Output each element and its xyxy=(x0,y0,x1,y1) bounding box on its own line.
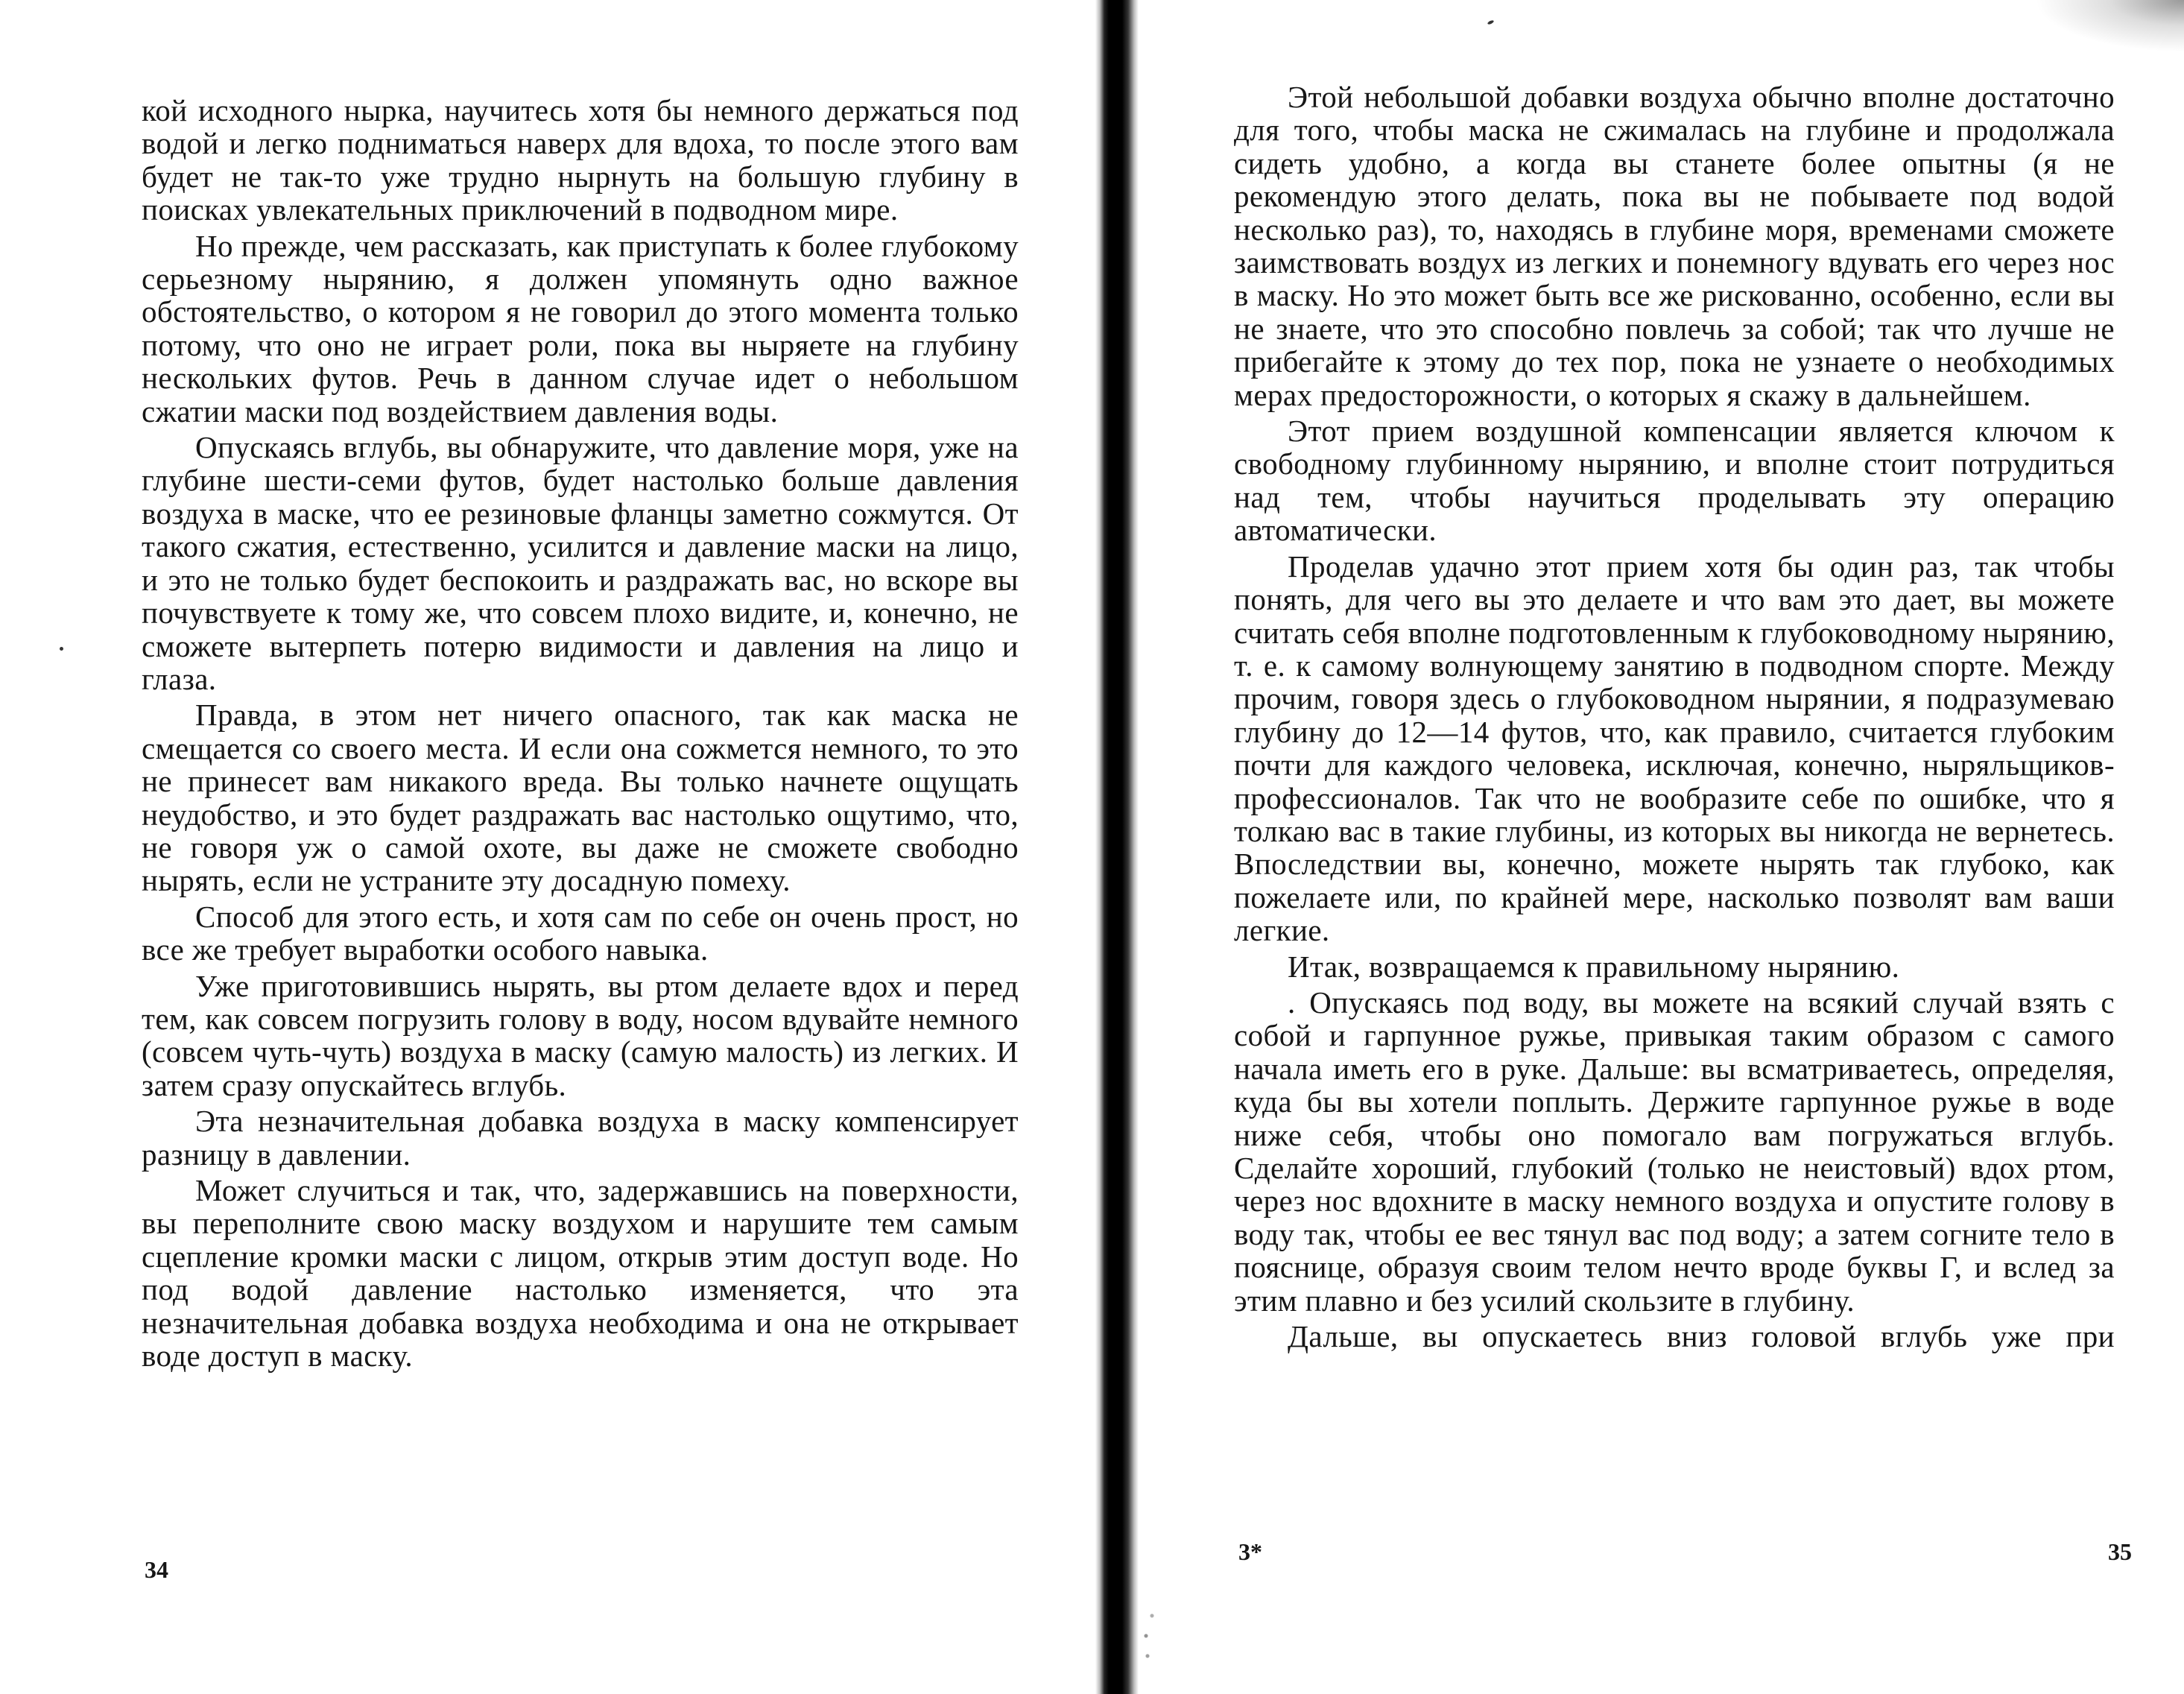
signature-mark: 3* xyxy=(1238,1538,1262,1565)
scan-speck xyxy=(60,647,63,651)
paragraph: Но прежде, чем рассказать, как приступать к более глубокому серьезному нырянию, я должен упомянуть одно важное обстоятельство, о котором я не говорил до этого момента только потому, что оно не играет роли, пока вы ныряете на глубину нескольких футов. Речь в данном случае идет о небольшом сжатии маски под воздействием давления воды. xyxy=(142,228,1019,429)
paragraph: Итак, возвращаемся к правильному нырянию. xyxy=(1288,949,1900,984)
paragraph: Способ для этого есть, и хотя сам по себе он очень прост, но все же требует выработки особого навыка. xyxy=(142,899,1019,967)
paragraph: Может случиться и так, что, задержавшись на поверхности, вы переполните свою маску воздухом и нарушите тем самым сцепление кромки маски с лицом, открыв этим доступ воде. Но под водой давление настолько изменяется, что эта незначительная добавка воздуха необходима и она не открывает воде доступ в маску. xyxy=(142,1173,1019,1374)
paragraph: Этой небольшой добавки воздуха обычно вполне достаточно для того, чтобы маска не сжималась на глубине и продолжала сидеть удобно, а когда вы станете более опытны (я не рекомендую этого делать, пока вы не побываете под водой несколько раз), то, находясь в глубине моря, временами сможете заимствовать воздух из легких и понемногу вдувать его через нос в маску. Но это может быть все же рискованно, особенно, если вы не знаете, что это способно повлечь за собой; так что лучше не прибегайте к этому до тех пор, пока не узнаете о необходимых мерах предосторожности, о которых я скажу в дальнейшем. xyxy=(1234,80,2115,412)
paragraph: . Опускаясь под воду, вы можете на всякий случай взять с собой и гарпунное ружье, привыкая таким образом с самого начала иметь его в руке. Дальше: вы всматриваетесь, определяя, куда бы вы хотели поплыть. Держите гарпунное ружье в воде ниже себя, чтобы оно помогало вам погружаться вглубь. Сделайте хороший, глубокий (только не неистовый) вдох ртом, через нос вдохните в маску немного воздуха и опустите голову в воду так, чтобы ее вес тянул вас под воду; а затем согните тело в пояснице, образуя своим телом нечто вроде буквы Г, и вслед за этим плавно и без усилий скользите в глубину. xyxy=(1234,985,2115,1318)
page-number: 34 xyxy=(145,1556,168,1583)
paragraph: Этот прием воздушной компенсации является ключом к свободному глубинному нырянию, и вполне стоит потрудиться над тем, чтобы научиться проделывать эту операцию автоматически. xyxy=(1234,414,2115,548)
paragraph: Проделав удачно этот прием хотя бы один раз, так чтобы понять, для чего вы это делаете и что вам это дает, вы можете считать себя вполне подготовленным к глубоководному нырянию, т. е. к самому волнующему занятию в подводном спорте. Между прочим, говоря здесь о глубоководном нырянии, я подразумеваю глубину до 12—14 футов, что, как правило, считается глубоким почти для каждого человека, исключая, конечно, ныряльщиков-профессионалов. Так что не вообразите себе по ошибке, что я толкаю вас в такие глубины, из которых вы никогда не вернетесь. Впоследствии вы, конечно, можете нырять так глубоко, как пожелаете или, по крайней мере, насколько позволят вам ваши легкие. xyxy=(1234,549,2115,948)
paragraph: Эта незначительная добавка воздуха в маску компенсирует разницу в давлении. xyxy=(142,1104,1019,1172)
right-page-text xyxy=(1234,80,2115,1356)
book-spine-shadow xyxy=(1095,0,1139,1694)
paragraph: Правда, в этом нет ничего опасного, так как маска не смещается со своего места. И если она сожмется немного, то это не принесет вам никакого вреда. Вы только начнете ощущать неудобство, и это будет раздражать вас настолько ощутимо, что, не говоря уж о самой охоте, вы даже не сможете свободно нырять, если не устраните эту досадную помеху. xyxy=(142,698,1019,898)
paragraph: Дальше, вы опускаетесь вниз головой вглубь уже при xyxy=(1288,1319,2115,1354)
paragraph: Опускаясь вглубь, вы обнаружите, что давление моря, уже на глубине шести-семи футов, будет настолько больше давления воздуха в маске, что ее резиновые фланцы заметно сожмутся. От такого сжатия, естественно, усилится и давление маски на лицо, и это не только будет беспокоить и раздражать вас, но вскоре вы почувствуете к тому же, что совсем плохо видите, и, конечно, не сможете вытерпеть потерю видимости и давления на лицо и глаза. xyxy=(142,430,1019,696)
page-number: 35 xyxy=(2108,1538,2132,1565)
paragraph: кой исходного нырка, научитесь хотя бы немного держаться под водой и легко подниматься наверх для вдоха, то после этого вам будет не так-то уже трудно нырнуть на большую глубину в поисках увлекательных приключений в подводном мире. xyxy=(142,93,1019,227)
paragraph: Уже приготовившись нырять, вы ртом делаете вдох и перед тем, как совсем погрузить голову в воду, носом вдувайте немного (совсем чуть-чуть) воздуха в маску (самую малость) из легких. И затем сразу опускайтесь вглубь. xyxy=(142,968,1019,1102)
right-page xyxy=(1139,0,2184,1694)
left-page-text xyxy=(142,94,1019,1375)
